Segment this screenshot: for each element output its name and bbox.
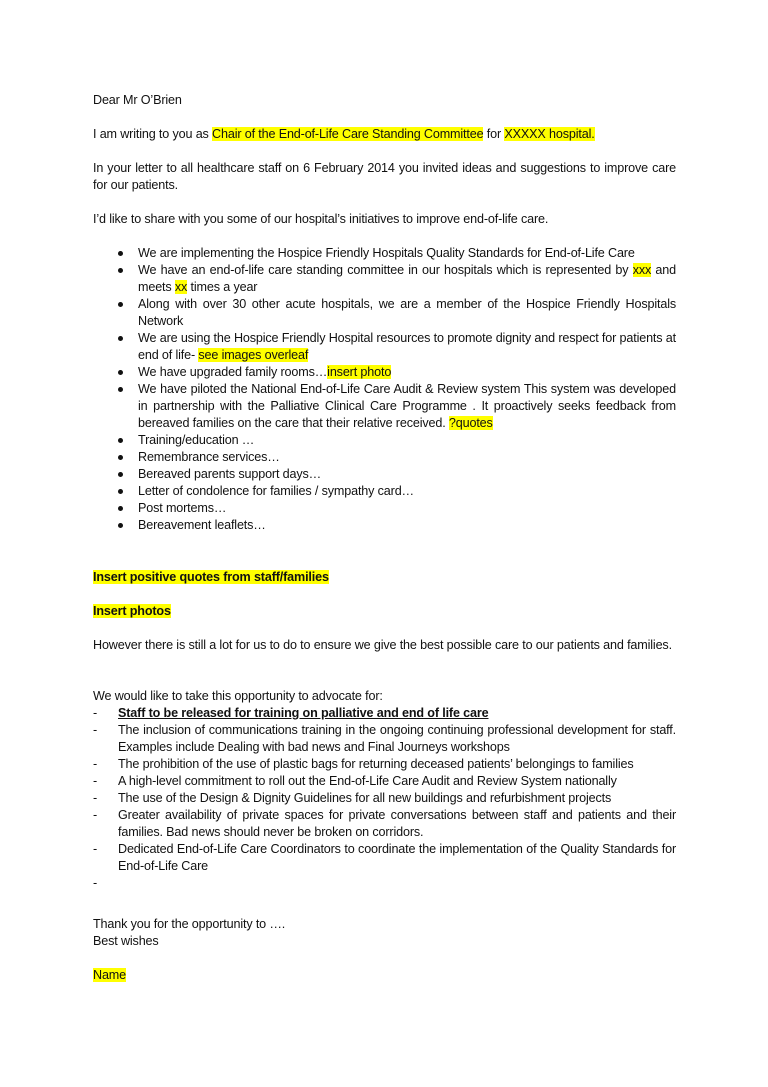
list-item xyxy=(93,705,676,722)
bullet-icon xyxy=(118,302,123,307)
frequency-highlight: xx xyxy=(174,280,188,294)
signature-name: Name xyxy=(93,968,126,982)
list-item: We have piloted the National End-of-Life Care Audit & Review system This system was developed in partnership with the Palliative Clinical Care Programme . It proactively seeks feedback from bereaved families on the care that their relative received. ?quotes xyxy=(93,381,676,432)
list-item: Letter of condolence for families / sympathy card… xyxy=(93,483,676,500)
advocacy-list xyxy=(93,705,676,892)
dash-marker: - xyxy=(93,808,98,822)
bullet-icon xyxy=(118,523,123,528)
list-item: - The use of the Design & Dignity Guidelines for all new buildings and refurbishment projects xyxy=(93,791,612,805)
initiatives-list xyxy=(93,245,676,534)
list-item xyxy=(93,875,676,892)
closing-thanks: Thank you for the opportunity to …. xyxy=(93,917,286,931)
list-item: - The prohibition of the use of plastic bags for returning deceased patients’ belongings to families xyxy=(93,757,634,771)
list-item: Bereaved parents support days… xyxy=(93,466,676,483)
list-item: - Greater availability of private spaces for private conversations between staff and patients and their families. Bad news should never be broken on corridors. xyxy=(93,808,676,839)
bullet-icon xyxy=(118,472,123,477)
dash-marker: - xyxy=(93,791,98,805)
however-paragraph: However there is still a lot for us to do to ensure we give the best possible care to our patients and families. xyxy=(93,638,672,652)
bullet-icon xyxy=(118,489,123,494)
advocacy-staff-training: Staff to be released for training on palliative and end of life care xyxy=(118,706,489,720)
list-item: We have an end-of-life care standing committee in our hospitals which is represented by xxx and meets xx times a year xyxy=(93,262,676,296)
bullet-icon xyxy=(118,438,123,443)
insert-quotes-heading: Insert positive quotes from staff/families xyxy=(93,570,329,584)
list-item: Bereavement leaflets… xyxy=(93,517,676,534)
list-item: - A high-level commitment to roll out the End-of-Life Care Audit and Review System nationally xyxy=(93,774,617,788)
dash-marker: - xyxy=(93,842,98,856)
dash-marker: - xyxy=(93,723,98,737)
dash-marker: - xyxy=(93,774,98,788)
quotes-highlight: ?quotes xyxy=(448,416,493,430)
insert-photos-heading: Insert photos xyxy=(93,604,171,618)
bullet-icon xyxy=(118,387,123,392)
list-item: Post mortems… xyxy=(93,500,676,517)
bullet-icon xyxy=(118,455,123,460)
insert-photo-highlight: insert photo xyxy=(327,365,392,379)
list-item: - Dedicated End-of-Life Care Coordinators to coordinate the implementation of the Quality Standards for End-of-Life Care xyxy=(93,842,676,873)
intro-for: for xyxy=(483,127,505,141)
dash-marker: - xyxy=(93,876,98,890)
list-item: We have upgraded family rooms…insert photo xyxy=(93,364,676,381)
share-paragraph: I’d like to share with you some of our hospital’s initiatives to improve end-of-life care. xyxy=(93,212,549,226)
dash-marker: - xyxy=(93,706,98,720)
bullet-icon xyxy=(118,370,123,375)
list-item: Remembrance services… xyxy=(93,449,676,466)
hospital-name-highlight: XXXXX hospital. xyxy=(504,127,595,141)
list-item: We are implementing the Hospice Friendly Hospitals Quality Standards for End-of-Life Care xyxy=(93,245,676,262)
list-item: - The inclusion of communications training in the ongoing continuing professional development for staff. Examples include Dealing with bad news and Final Journeys workshops xyxy=(93,723,676,754)
bullet-icon xyxy=(118,251,123,256)
committee-role-highlight: Chair of the End-of-Life Care Standing Committee xyxy=(212,127,484,141)
bullet-icon xyxy=(118,506,123,511)
see-images-highlight: see images overleaf xyxy=(198,348,309,362)
intro-text: I am writing to you as xyxy=(93,127,213,141)
letter-paragraph: In your letter to all healthcare staff on 6 February 2014 you invited ideas and suggestions to improve care for our patients. xyxy=(93,161,676,192)
list-item: We are using the Hospice Friendly Hospital resources to promote dignity and respect for patients at end of life- see images overleaf xyxy=(93,330,676,364)
representative-highlight: xxx xyxy=(632,263,652,277)
bullet-icon xyxy=(118,336,123,341)
bullet-icon xyxy=(118,268,123,273)
list-item: Training/education … xyxy=(93,432,676,449)
intro-paragraph xyxy=(93,126,676,143)
advocate-intro: We would like to take this opportunity to advocate for: xyxy=(93,689,383,703)
dash-marker: - xyxy=(93,757,98,771)
salutation: Dear Mr O’Brien xyxy=(93,93,182,107)
closing-wishes: Best wishes xyxy=(93,934,159,948)
list-item: Along with over 30 other acute hospitals, we are a member of the Hospice Friendly Hospitals Network xyxy=(93,296,676,330)
